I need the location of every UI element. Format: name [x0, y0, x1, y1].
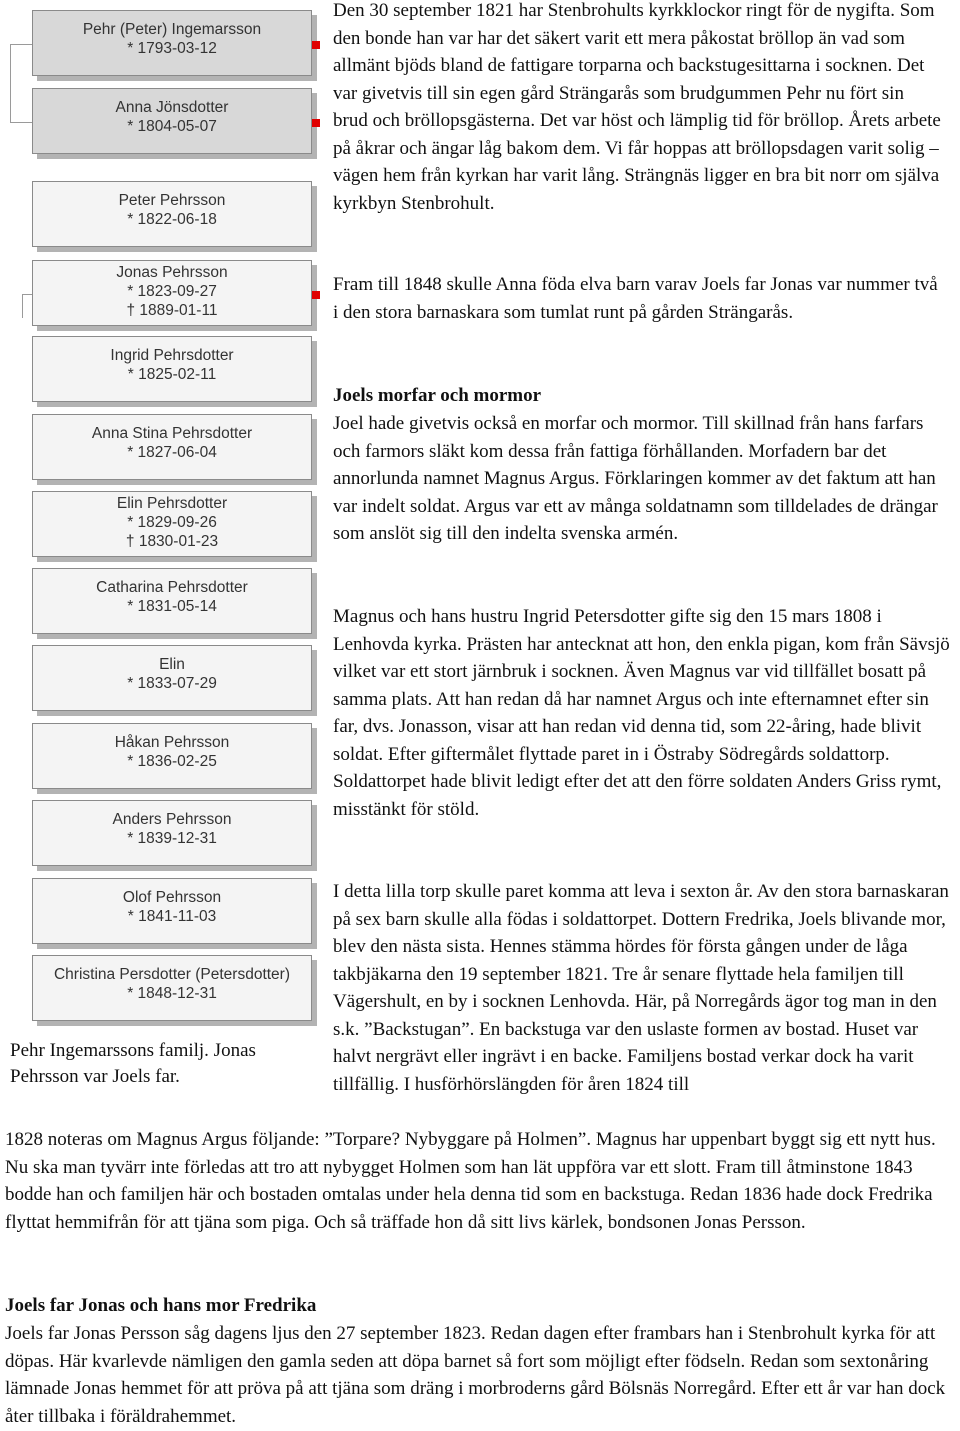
- person-born: * 1793-03-12: [127, 40, 217, 57]
- child-box[interactable]: [32, 568, 312, 634]
- person-name: Olof Pehrsson: [122, 889, 222, 906]
- person-born: * 1827-06-04: [127, 444, 217, 461]
- child-box-jonas[interactable]: [32, 260, 312, 326]
- child-box[interactable]: [32, 800, 312, 866]
- person-born: * 1833-07-29: [127, 675, 217, 692]
- child-box[interactable]: [32, 414, 312, 480]
- person-name: Anders Pehrsson: [112, 811, 232, 828]
- person-name: Håkan Pehrsson: [114, 734, 230, 751]
- child-box[interactable]: [32, 955, 312, 1021]
- section-heading: Joels morfar och mormor: [333, 385, 542, 406]
- person-born: * 1841-11-03: [127, 908, 217, 925]
- child-box[interactable]: [32, 645, 312, 711]
- person-box-father[interactable]: [32, 10, 312, 76]
- person-name: Peter Pehrsson: [118, 192, 226, 209]
- person-born: * 1839-12-31: [127, 830, 217, 847]
- article-paragraph: Joels far Jonas Persson såg dagens ljus den 27 september 1823. Redan dagen efter frambars han i Stenbrohult kyrka för att döpas. Här kvarlevde nämligen den gamla seden att döpa barnet så fort som möjligt efter födseln. Redan som sextonåring lämnade Jonas hemmet för att pröva på att tjäna som dräng i morbroderns gård Bölsnäs Norregård. Efter ett år var han dock åter tillbaka i föräldrahemmet.: [5, 1323, 946, 1427]
- article-paragraph: I detta lilla torp skulle paret komma att leva i sexton år. Av den stora barnaskaran på sex barn skulle alla födas i soldattorpet. Dottern Fredrika, Joels blivande mor, blev den nästa sista. Hennes stämma hördes för första gången under de låga takbjäkarna den 19 september 1821. Tre år senare flyttade hela familjen till Vägershult, en by i socknen Lenhovda. Här, på Norregårds ägor tog man in den s.k. ”Backstugan”. En backstuga var den uslaste formen av bostad. Huset var halvt nergrävt eller ingrävt i en backe. Familjens bostad verkar dock ha varit tillfällig. I husförhörslängden för åren 1824 till: [333, 881, 949, 1095]
- person-born: * 1804-05-07: [127, 118, 217, 135]
- child-box[interactable]: [32, 878, 312, 944]
- article-paragraph: Fram till 1848 skulle Anna föda elva barn varav Joels far Jonas var nummer två i den stora barnaskara som tumlat runt på gården Strängarås.: [333, 274, 938, 323]
- expand-marker-icon[interactable]: [312, 291, 320, 299]
- person-box-mother[interactable]: [32, 88, 312, 154]
- expand-marker-icon[interactable]: [312, 119, 320, 127]
- person-born: * 1825-02-11: [127, 366, 217, 383]
- parent-bracket-line: [10, 44, 11, 122]
- article-paragraph: Joel hade givetvis också en morfar och mormor. Till skillnad från hans farfars och farmors släkt kom dessa från fattiga förhållanden. Morfadern bar det annorlunda namnet Magnus Argus. Förklaringen kommer av det faktum att han var indelt soldat. Argus var ett av många soldatnamn som tilldelades de drängar som anslöt sig till den indelta svenska armén.: [333, 413, 938, 544]
- person-name: Ingrid Pehrsdotter: [110, 347, 234, 364]
- article-paragraph: Den 30 september 1821 har Stenbrohults kyrkklockor ringt för de nygifta. Som den bonde han var har det säkert varit ett mera påkostat bröllop än vad som allmänt bjöds bland de fattigare torparna och backstugesittarna i socknen. Det var givetvis till sin egen gård Strängarås som brudgummen Pehr nu fört sin brud och bröllopsgästerna. Det var höst och lämplig tid för bröllop. Årets arbete på åkrar och ängar låg bakom dem. Vi får hoppas att bröllopsdagen varit solig – vägen hem från kyrkan har varit lång. Strängnäs ligger en bra bit norr om själva kyrkbyn Stenbrohult.: [333, 0, 941, 214]
- article-paragraph: 1828 noteras om Magnus Argus följande: ”Torpare? Nybyggare på Holmen”. Magnus har uppenbart byggt sig ett nytt hus. Nu ska man tyvärr inte förledas att tro att nybygget Holmen som han lät uppföra var ett slott. Fram till åtminstone 1843 bodde han och familjen här och bostaden omtalas under hela denna tid som en backstuga. Redan 1836 hade dock Fredrika flyttat hemmifrån för att tjäna som piga. Och så träffade hon då sitt livs kärlek, bondsonen Jonas Persson.: [5, 1129, 936, 1233]
- child-link-stub: [22, 294, 32, 295]
- person-name: Anna Stina Pehrsdotter: [91, 425, 253, 442]
- person-born: * 1836-02-25: [127, 753, 217, 770]
- parent-bracket-bottom: [10, 122, 32, 123]
- person-name: Christina Persdotter (Petersdotter): [53, 966, 291, 983]
- child-link-line: [22, 294, 23, 318]
- child-box[interactable]: [32, 723, 312, 789]
- person-name: Elin Pehrsdotter: [116, 495, 228, 512]
- person-died: † 1830-01-23: [125, 533, 219, 550]
- article-paragraph: Magnus och hans hustru Ingrid Petersdotter gifte sig den 15 mars 1808 i Lenhovda kyrka. Prästen har antecknat att hon, den enkla pigan, kom från Sävsjö vilket var ett stort järnbruk i socknen. Även Magnus var vid tillfället bosatt på samma plats. Att han redan då har namnet Argus och inte efternamnet efter sin far, dvs. Jonasson, visar att han redan vid denna tid, som 22-åring, hade blivit soldat. Efter giftermålet flyttade paret in i Östraby Södregårds soldattorp. Soldattorpet hade blivit ledigt efter det att den förre soldaten Anders Griss rymt, misstänkt för stöld.: [333, 606, 950, 820]
- child-box[interactable]: [32, 181, 312, 247]
- person-name: Jonas Pehrsson: [116, 264, 228, 281]
- person-name: Catharina Pehrsdotter: [96, 579, 248, 596]
- person-born: * 1829-09-26: [127, 514, 217, 531]
- child-box[interactable]: [32, 336, 312, 402]
- child-box[interactable]: [32, 491, 312, 557]
- family-tree: [0, 0, 330, 1035]
- person-name: Elin: [159, 656, 185, 673]
- expand-marker-icon[interactable]: [312, 41, 320, 49]
- person-died: † 1889-01-11: [126, 302, 218, 319]
- person-name: Pehr (Peter) Ingemarsson: [82, 21, 262, 38]
- person-born: * 1822-06-18: [127, 211, 217, 228]
- person-born: * 1848-12-31: [127, 985, 217, 1002]
- person-born: * 1831-05-14: [127, 598, 217, 615]
- section-heading: Joels far Jonas och hans mor Fredrika: [5, 1295, 317, 1316]
- tree-caption: Pehr Ingemarssons familj. Jonas Pehrsson var Joels far.: [10, 1040, 256, 1087]
- person-name: Anna Jönsdotter: [115, 99, 229, 116]
- person-born: * 1823-09-27: [127, 283, 217, 300]
- parent-bracket-top: [10, 44, 32, 45]
